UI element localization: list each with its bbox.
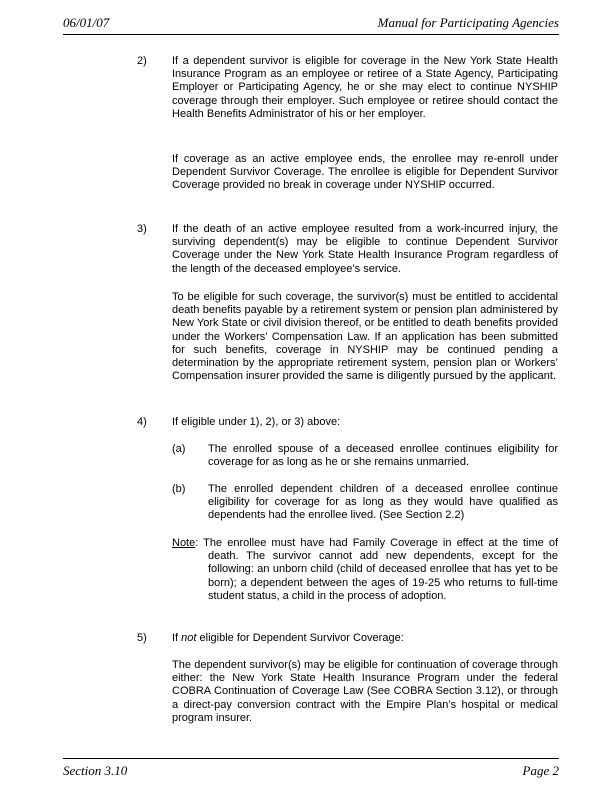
note-text: : The enrollee must have had Family Coverage in effect at the time of death. The survivor cannot add new dependents, except for the following: an unborn child (child of deceased enrollee that has yet to be born); a dependent between the ages of 19-25 who returns to full-time student status, a child in the process of adoption. [195,537,558,602]
header-title: Manual for Participating Agencies [377,15,559,30]
item-number: 2) [137,55,147,67]
intro-emphasis: not [181,632,197,644]
page-header [63,14,559,35]
item-number: 5) [137,632,147,644]
paragraph: To be eligible for such coverage, the survivor(s) must be entitled to accidental death benefits payable by a retirement system or pension plan administered by New York State or civil division thereof, or be entitled to death benefits provided under the Workers’ Compensation Law. If an application has been submitted for such benefits, coverage in NYSHIP may be continued pending a determination by the appropriate retirement system, pension plan or Workers’ Compensation insurer provided the same is diligently pursued by the applicant. [172,291,558,383]
paragraph: The dependent survivor(s) may be eligible for continuation of coverage through either: the New York State Health Insurance Program under the federal COBRA Continuation of Coverage Law (See COBRA Section 3.12), or through a direct-pay conversion contract with the Empire Plan’s hospital or medical program insurer. [172,659,558,724]
subitem-text: The enrolled dependent children of a deceased enrollee continue eligibility for coverage for as long as they would have qualified as dependents had the enrollee lived. (See Section 2.2) [208,483,558,522]
footer-page: Page 2 [522,763,559,778]
paragraph: If eligible under 1), 2), or 3) above: [172,416,341,428]
subitem-label: (b) [172,483,186,495]
paragraph: If a dependent survivor is eligible for coverage in the New York State Health Insurance Program as an employee or retiree of a State Agency, Participating Employer or Participating Agency, he or she may elect to continue NYSHIP coverage through their employer. Such employee or retiree should contact the Health Benefits Administrator of his or her employer. [172,55,558,120]
note-label: Note [172,537,196,549]
item-number: 3) [137,223,147,235]
item-number: 4) [137,416,147,428]
intro-text: eligible for Dependent Survivor Coverage: [196,632,404,644]
subitem-label: (a) [172,443,186,455]
page-footer [63,758,559,778]
note [172,537,558,603]
paragraph: If the death of an active employee resulted from a work-incurred injury, the surviving dependent(s) may be eligible to continue Dependent Survivor Coverage under the New York State Health Insurance Program regardless of the length of the deceased employee’s service. [172,223,558,275]
header-date: 06/01/07 [63,15,110,30]
paragraph: If coverage as an active employee ends, the enrollee may re-enroll under Dependent Survivor Coverage. The enrollee is eligible for Dependent Survivor Coverage provided no break in coverage under NYSHIP occurred. [172,153,558,192]
subitem-text: The enrolled spouse of a deceased enrollee continues eligibility for coverage for as long as he or she remains unmarried. [208,443,558,469]
footer-section: Section 3.10 [63,763,128,778]
paragraph [172,632,558,645]
intro-text: If [172,632,182,644]
